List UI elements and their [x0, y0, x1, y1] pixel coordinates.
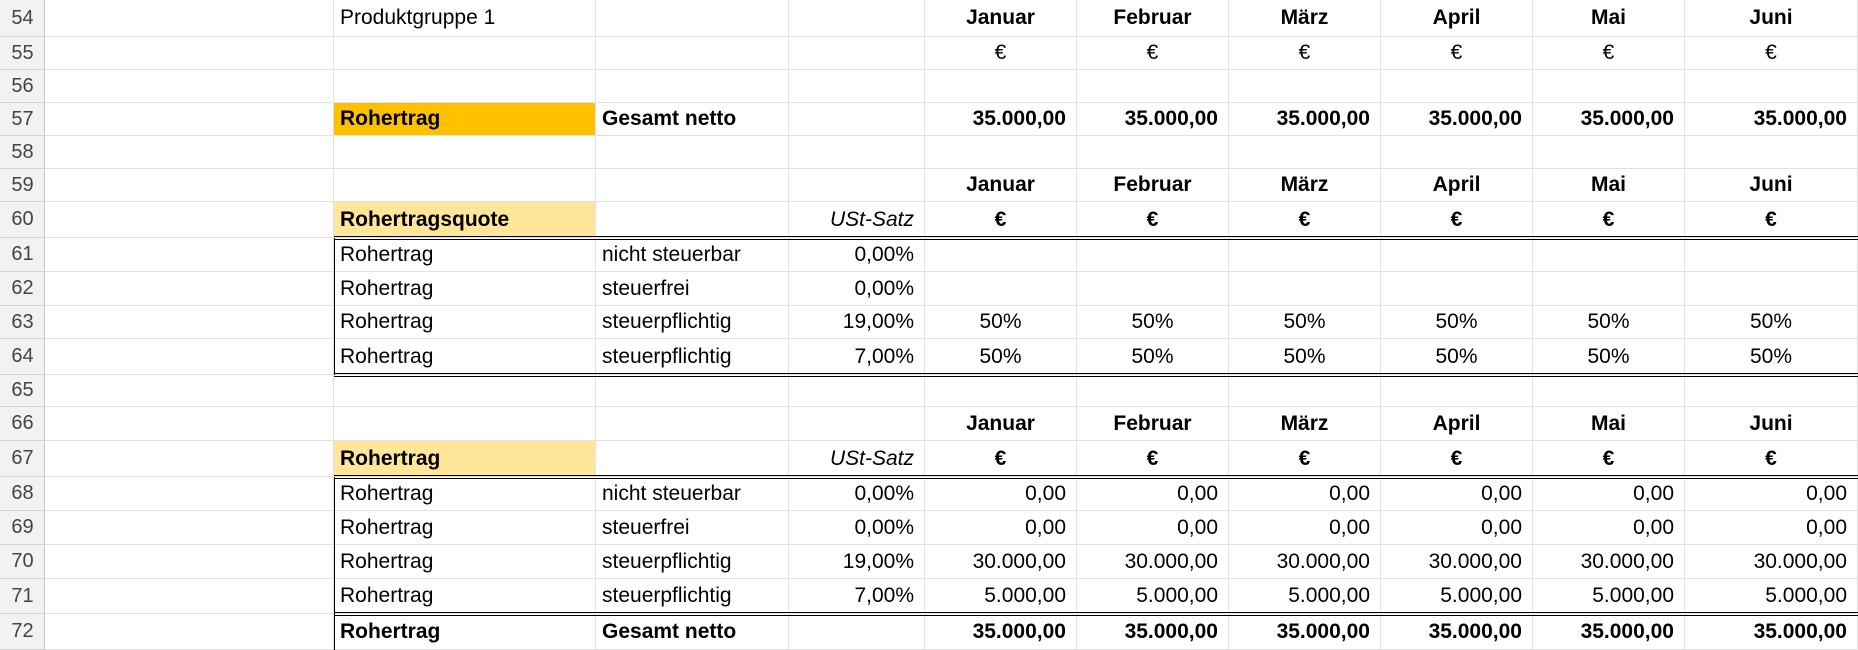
empty-cell[interactable]	[1381, 136, 1533, 169]
currency-cell[interactable]: €	[1533, 441, 1685, 477]
quote-row-label[interactable]: Rohertrag	[334, 238, 596, 272]
amount-value[interactable]: 0,00	[1077, 511, 1229, 545]
left-border	[334, 477, 335, 650]
amount-value[interactable]: 0,00	[1381, 477, 1533, 511]
quote-row-type[interactable]: steuerpflichtig	[596, 339, 789, 375]
empty-cell[interactable]	[45, 103, 334, 136]
amount-value[interactable]: 5.000,00	[1685, 579, 1858, 614]
amount-value[interactable]: 0,00	[1077, 477, 1229, 511]
row-number[interactable]: 62	[0, 272, 45, 306]
empty-cell[interactable]	[45, 202, 334, 238]
empty-cell[interactable]	[45, 477, 334, 511]
empty-cell[interactable]	[1381, 70, 1533, 103]
empty-cell[interactable]	[1685, 375, 1858, 407]
empty-cell[interactable]	[45, 511, 334, 545]
amount-row-label[interactable]: Rohertrag	[334, 579, 596, 614]
summary-value[interactable]: 35.000,00	[1077, 103, 1229, 136]
currency-cell[interactable]: €	[925, 202, 1077, 238]
quote-row-label[interactable]: Rohertrag	[334, 306, 596, 339]
empty-cell[interactable]	[45, 70, 334, 103]
amount-row-type[interactable]: steuerpflichtig	[596, 579, 789, 614]
empty-cell[interactable]	[1533, 70, 1685, 103]
empty-cell[interactable]	[334, 169, 596, 202]
amount-value[interactable]: 5.000,00	[1381, 579, 1533, 614]
empty-cell[interactable]	[45, 306, 334, 339]
amount-value[interactable]: 30.000,00	[1077, 545, 1229, 579]
amount-value[interactable]: 0,00	[1533, 477, 1685, 511]
empty-cell[interactable]	[596, 407, 789, 441]
quote-value[interactable]: 50%	[1381, 306, 1533, 339]
double-border	[334, 475, 1858, 479]
quote-value[interactable]: 50%	[1229, 306, 1381, 339]
empty-cell[interactable]	[45, 238, 334, 272]
quote-value[interactable]: 50%	[1533, 339, 1685, 375]
quote-row-rate[interactable]: 19,00%	[789, 306, 925, 339]
summary-value[interactable]: 35.000,00	[925, 103, 1077, 136]
empty-cell[interactable]	[596, 375, 789, 407]
empty-cell[interactable]	[1077, 375, 1229, 407]
currency-cell[interactable]: €	[1229, 202, 1381, 238]
amount-value[interactable]: 0,00	[1381, 511, 1533, 545]
total-value[interactable]: 35.000,00	[925, 614, 1077, 650]
empty-cell[interactable]	[1381, 375, 1533, 407]
currency-cell[interactable]: €	[1685, 441, 1858, 477]
double-border	[334, 373, 1858, 377]
amount-section-label[interactable]: Rohertrag	[334, 441, 596, 477]
quote-value[interactable]: 50%	[925, 339, 1077, 375]
empty-cell[interactable]	[334, 407, 596, 441]
month-header[interactable]: Juni	[1685, 407, 1858, 441]
quote-section-label[interactable]: Rohertragsquote	[334, 202, 596, 238]
summary-label[interactable]: Rohertrag	[334, 103, 596, 136]
empty-cell[interactable]	[596, 202, 789, 238]
amount-row-type[interactable]: steuerfrei	[596, 511, 789, 545]
empty-cell[interactable]	[334, 375, 596, 407]
month-header[interactable]: Februar	[1077, 407, 1229, 441]
total-value[interactable]: 35.000,00	[1229, 614, 1381, 650]
empty-cell[interactable]	[334, 70, 596, 103]
month-header[interactable]: Januar	[925, 169, 1077, 202]
amount-row-rate[interactable]: 0,00%	[789, 511, 925, 545]
empty-cell[interactable]	[45, 441, 334, 477]
amount-row-label[interactable]: Rohertrag	[334, 477, 596, 511]
quote-value[interactable]	[1685, 272, 1858, 306]
currency-cell[interactable]: €	[925, 441, 1077, 477]
summary-value[interactable]: 35.000,00	[1229, 103, 1381, 136]
row-number[interactable]: 57	[0, 103, 45, 136]
empty-cell[interactable]	[925, 375, 1077, 407]
total-value[interactable]: 35.000,00	[1533, 614, 1685, 650]
amount-value[interactable]: 30.000,00	[925, 545, 1077, 579]
month-header[interactable]: April	[1381, 0, 1533, 37]
empty-cell[interactable]	[45, 169, 334, 202]
empty-cell[interactable]	[789, 614, 925, 650]
empty-cell[interactable]	[45, 614, 334, 650]
month-header[interactable]: März	[1229, 169, 1381, 202]
empty-cell[interactable]	[789, 103, 925, 136]
quote-row-rate[interactable]: 7,00%	[789, 339, 925, 375]
currency-cell[interactable]: €	[1381, 37, 1533, 70]
empty-cell[interactable]	[596, 169, 789, 202]
quote-value[interactable]	[1229, 238, 1381, 272]
quote-value[interactable]: 50%	[1685, 339, 1858, 375]
month-header[interactable]: Mai	[1533, 407, 1685, 441]
quote-row-rate[interactable]: 0,00%	[789, 238, 925, 272]
month-header[interactable]: Mai	[1533, 169, 1685, 202]
total-value[interactable]: 35.000,00	[1685, 614, 1858, 650]
amount-row-rate[interactable]: 19,00%	[789, 545, 925, 579]
quote-row-type[interactable]: steuerpflichtig	[596, 306, 789, 339]
quote-row-label[interactable]: Rohertrag	[334, 339, 596, 375]
total-label[interactable]: Rohertrag	[334, 614, 596, 650]
amount-value[interactable]: 30.000,00	[1685, 545, 1858, 579]
amount-value[interactable]: 0,00	[1533, 511, 1685, 545]
row-number[interactable]: 63	[0, 306, 45, 339]
row-number[interactable]: 56	[0, 70, 45, 103]
left-border	[334, 238, 335, 375]
currency-cell[interactable]: €	[1229, 441, 1381, 477]
row-number[interactable]: 59	[0, 169, 45, 202]
empty-cell[interactable]	[1229, 136, 1381, 169]
currency-cell[interactable]: €	[1533, 37, 1685, 70]
month-header[interactable]: Juni	[1685, 0, 1858, 37]
month-header[interactable]: Mai	[1533, 0, 1685, 37]
amount-value[interactable]: 0,00	[925, 477, 1077, 511]
currency-cell[interactable]: €	[1381, 202, 1533, 238]
empty-cell[interactable]	[1685, 136, 1858, 169]
quote-value[interactable]	[925, 238, 1077, 272]
empty-cell[interactable]	[1077, 70, 1229, 103]
double-border	[334, 236, 1858, 240]
empty-cell[interactable]	[789, 0, 925, 37]
quote-value[interactable]: 50%	[1077, 306, 1229, 339]
row-number[interactable]: 70	[0, 545, 45, 579]
quote-value[interactable]	[1077, 238, 1229, 272]
month-header[interactable]: Januar	[925, 407, 1077, 441]
empty-cell[interactable]	[789, 169, 925, 202]
quote-row-rate[interactable]: 0,00%	[789, 272, 925, 306]
quote-value[interactable]: 50%	[1685, 306, 1858, 339]
empty-cell[interactable]	[925, 70, 1077, 103]
total-sublabel[interactable]: Gesamt netto	[596, 614, 789, 650]
quote-value[interactable]	[925, 272, 1077, 306]
quote-value[interactable]	[1685, 238, 1858, 272]
amount-row-type[interactable]: steuerpflichtig	[596, 545, 789, 579]
quote-row-label[interactable]: Rohertrag	[334, 272, 596, 306]
empty-cell[interactable]	[789, 375, 925, 407]
quote-row-type[interactable]: nicht steuerbar	[596, 238, 789, 272]
row-number[interactable]: 66	[0, 407, 45, 441]
section-title[interactable]: Produktgruppe 1	[334, 0, 596, 37]
currency-cell[interactable]: €	[1077, 37, 1229, 70]
ust-header[interactable]: USt-Satz	[789, 202, 925, 238]
month-header[interactable]: April	[1381, 169, 1533, 202]
amount-value[interactable]: 30.000,00	[1381, 545, 1533, 579]
empty-cell[interactable]	[1229, 70, 1381, 103]
quote-value[interactable]: 50%	[1229, 339, 1381, 375]
quote-value[interactable]	[1229, 272, 1381, 306]
empty-cell[interactable]	[789, 70, 925, 103]
month-header[interactable]: Februar	[1077, 169, 1229, 202]
month-header[interactable]: Juni	[1685, 169, 1858, 202]
currency-cell[interactable]: €	[1077, 441, 1229, 477]
quote-value[interactable]: 50%	[925, 306, 1077, 339]
row-number[interactable]: 54	[0, 0, 45, 37]
amount-value[interactable]: 0,00	[925, 511, 1077, 545]
summary-value[interactable]: 35.000,00	[1533, 103, 1685, 136]
month-header[interactable]: März	[1229, 407, 1381, 441]
row-number[interactable]: 61	[0, 238, 45, 272]
empty-cell[interactable]	[596, 0, 789, 37]
quote-value[interactable]	[1533, 238, 1685, 272]
amount-value[interactable]: 5.000,00	[1077, 579, 1229, 614]
amount-value[interactable]: 5.000,00	[1533, 579, 1685, 614]
quote-value[interactable]	[1533, 272, 1685, 306]
empty-cell[interactable]	[1533, 375, 1685, 407]
amount-value[interactable]: 0,00	[1685, 511, 1858, 545]
currency-cell[interactable]: €	[1381, 441, 1533, 477]
empty-cell[interactable]	[45, 272, 334, 306]
amount-value[interactable]: 5.000,00	[1229, 579, 1381, 614]
amount-row-rate[interactable]: 0,00%	[789, 477, 925, 511]
amount-row-rate[interactable]: 7,00%	[789, 579, 925, 614]
row-number[interactable]: 60	[0, 202, 45, 238]
empty-cell[interactable]	[1229, 375, 1381, 407]
row-number[interactable]: 58	[0, 136, 45, 169]
total-value[interactable]: 35.000,00	[1381, 614, 1533, 650]
amount-value[interactable]: 0,00	[1229, 477, 1381, 511]
empty-cell[interactable]	[1077, 136, 1229, 169]
row-number[interactable]: 72	[0, 614, 45, 650]
empty-cell[interactable]	[789, 37, 925, 70]
month-header[interactable]: Januar	[925, 0, 1077, 37]
empty-cell[interactable]	[45, 545, 334, 579]
currency-cell[interactable]: €	[1077, 202, 1229, 238]
empty-cell[interactable]	[45, 339, 334, 375]
amount-row-label[interactable]: Rohertrag	[334, 545, 596, 579]
row-number[interactable]: 69	[0, 511, 45, 545]
row-number[interactable]: 71	[0, 579, 45, 614]
summary-sublabel[interactable]: Gesamt netto	[596, 103, 789, 136]
empty-cell[interactable]	[45, 579, 334, 614]
amount-value[interactable]: 30.000,00	[1533, 545, 1685, 579]
ust-header[interactable]: USt-Satz	[789, 441, 925, 477]
currency-cell[interactable]: €	[1533, 202, 1685, 238]
row-number[interactable]: 68	[0, 477, 45, 511]
empty-cell[interactable]	[45, 37, 334, 70]
row-number[interactable]: 64	[0, 339, 45, 375]
amount-value[interactable]: 30.000,00	[1229, 545, 1381, 579]
month-header[interactable]: April	[1381, 407, 1533, 441]
amount-value[interactable]: 5.000,00	[925, 579, 1077, 614]
amount-value[interactable]: 0,00	[1685, 477, 1858, 511]
quote-value[interactable]: 50%	[1533, 306, 1685, 339]
empty-cell[interactable]	[596, 37, 789, 70]
month-header[interactable]: Februar	[1077, 0, 1229, 37]
empty-cell[interactable]	[1533, 136, 1685, 169]
empty-cell[interactable]	[596, 136, 789, 169]
quote-value[interactable]	[1077, 272, 1229, 306]
empty-cell[interactable]	[596, 441, 789, 477]
currency-cell[interactable]: €	[925, 37, 1077, 70]
empty-cell[interactable]	[596, 70, 789, 103]
double-border	[334, 612, 1858, 616]
quote-value[interactable]	[1381, 272, 1533, 306]
empty-cell[interactable]	[45, 136, 334, 169]
amount-row-label[interactable]: Rohertrag	[334, 511, 596, 545]
currency-cell[interactable]: €	[1685, 37, 1858, 70]
row-number[interactable]: 65	[0, 375, 45, 407]
empty-cell[interactable]	[1685, 70, 1858, 103]
summary-value[interactable]: 35.000,00	[1381, 103, 1533, 136]
row-number[interactable]: 55	[0, 37, 45, 70]
empty-cell[interactable]	[789, 407, 925, 441]
empty-cell[interactable]	[789, 136, 925, 169]
empty-cell[interactable]	[45, 407, 334, 441]
summary-value[interactable]: 35.000,00	[1685, 103, 1858, 136]
currency-cell[interactable]: €	[1229, 37, 1381, 70]
quote-row-type[interactable]: steuerfrei	[596, 272, 789, 306]
month-header[interactable]: März	[1229, 0, 1381, 37]
row-number[interactable]: 67	[0, 441, 45, 477]
empty-cell[interactable]	[45, 0, 334, 37]
empty-cell[interactable]	[334, 136, 596, 169]
empty-cell[interactable]	[334, 37, 596, 70]
quote-value[interactable]: 50%	[1381, 339, 1533, 375]
total-value[interactable]: 35.000,00	[1077, 614, 1229, 650]
quote-value[interactable]: 50%	[1077, 339, 1229, 375]
empty-cell[interactable]	[45, 375, 334, 407]
amount-value[interactable]: 0,00	[1229, 511, 1381, 545]
quote-value[interactable]	[1381, 238, 1533, 272]
empty-cell[interactable]	[925, 136, 1077, 169]
amount-row-type[interactable]: nicht steuerbar	[596, 477, 789, 511]
currency-cell[interactable]: €	[1685, 202, 1858, 238]
